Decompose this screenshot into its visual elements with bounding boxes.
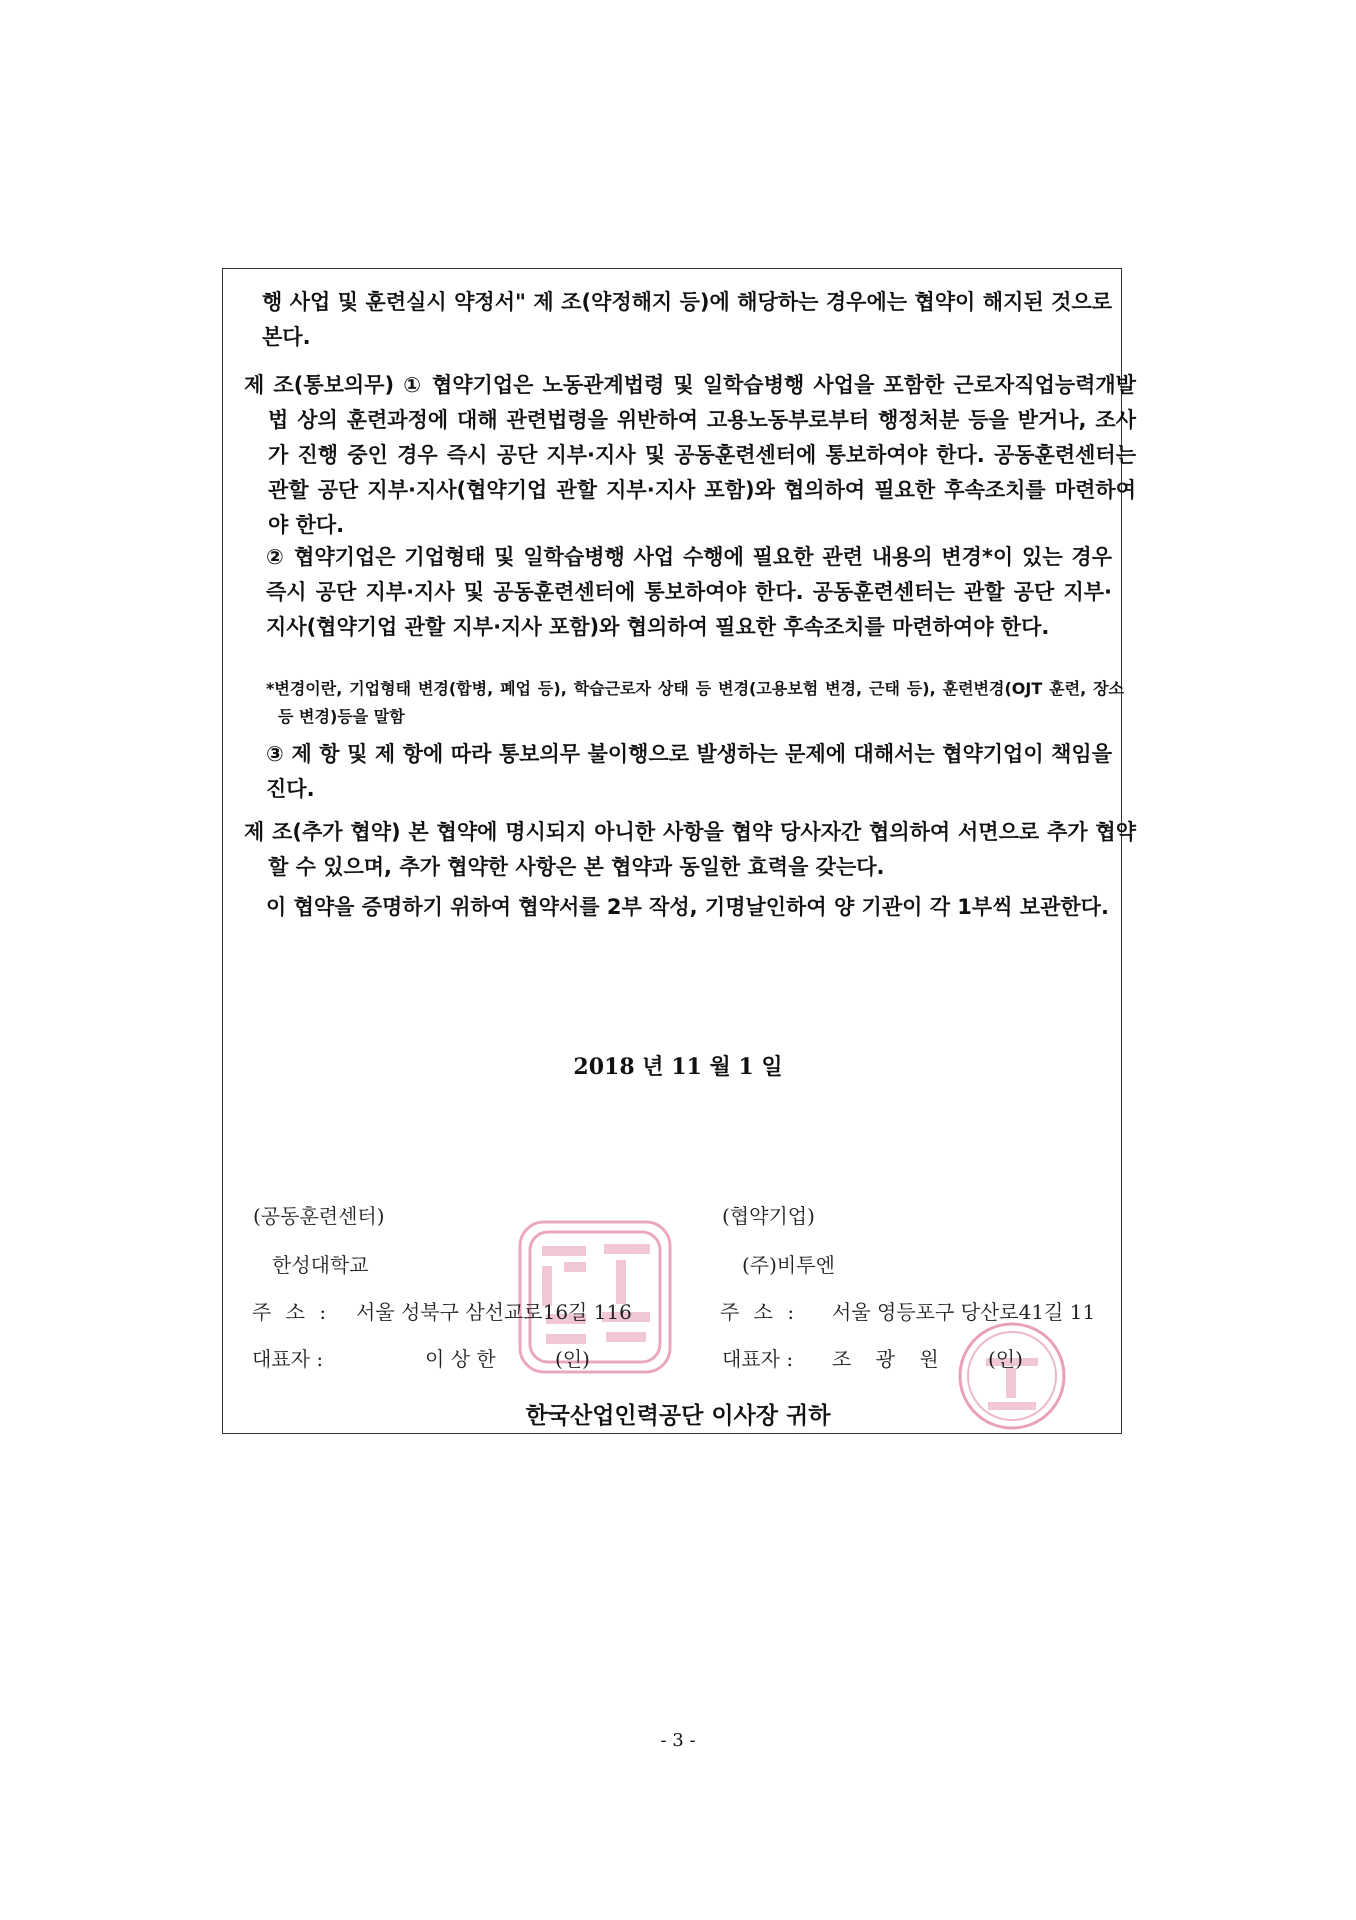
left-seal-mark: (인) [555,1347,590,1371]
left-party-role: (공동훈련센터) [253,1204,385,1228]
left-address: 서울 성북구 삼선교로16길 116 [356,1300,632,1324]
paragraph-closing: 이 협약을 증명하기 위하여 협약서를 2부 작성, 기명날인하여 양 기관이 각 1부씩 보관한다. [266,895,1109,919]
right-rep-label: 대표자 : [722,1347,794,1371]
paragraph-termination: 행 사업 및 훈련실시 약정서" 제 조(약정해지 등)에 해당하는 경우에는 협약이 해지된 것으로 본다. [262,290,1112,349]
right-address-label: 주 소 : [720,1300,795,1324]
page-number: - 3 - [660,1730,696,1751]
paragraph-liability: ③ 제 항 및 제 항에 따라 통보의무 불이행으로 발생하는 문제에 대해서는 협약기업이 책임을 진다. [266,742,1112,801]
right-party-name: (주)비투엔 [742,1253,835,1277]
paragraph-notification-duty: 제 조(통보의무) ① 협약기업은 노동관계법령 및 일학습병행 사업을 포함한 근로자직업능력개발법 상의 훈련과정에 대해 관련법령을 위반하여 고용노동부로부터 행정처분 등을 받거나, 조사가 진행 중인 경우 즉시 공단 지부·지사 및 공동훈련센터에 통보하여야 한다. 공동훈련센터는 관할 공단 지부·지사(협약기업 관할 지부·지사 포함)와 협의하여 필요한 후속조치를 마련하여야 한다. [244,373,1136,537]
left-rep-name: 이 상 한 [425,1347,496,1371]
agreement-date: 2018 년 11 월 1 일 [573,1054,783,1080]
footnote-change-definition: *변경이란, 기업형태 변경(합병, 폐업 등), 학습근로자 상태 등 변경(고용보험 변경, 근태 등), 훈련변경(OJT 훈련, 장소 등 변경)등을 말함 [266,679,1124,726]
right-address: 서울 영등포구 당산로41길 11 [832,1300,1096,1324]
paragraph-change-notice: ② 협약기업은 기업형태 및 일학습병행 사업 수행에 필요한 관련 내용의 변경*이 있는 경우 즉시 공단 지부·지사 및 공동훈련센터에 통보하여야 한다. 공동훈련센터는 관할 공단 지부·지사(협약기업 관할 지부·지사 포함)와 협의하여 필요한 후속조치를 마련하여야 한다. [266,545,1112,639]
left-party-name: 한성대학교 [272,1253,369,1277]
left-address-label: 주 소 : [252,1300,327,1324]
addressee: 한국산업인력공단 이사장 귀하 [525,1403,831,1429]
right-rep-name: 조 광 원 [832,1347,939,1371]
seal-stamp-left [506,1196,686,1386]
left-rep-label: 대표자 : [252,1347,324,1371]
paragraph-additional-agreement: 제 조(추가 협약) 본 협약에 명시되지 아니한 사항을 협약 당사자간 협의하여 서면으로 추가 협약할 수 있으며, 추가 협약한 사항은 본 협약과 동일한 효력을 갖는다. [244,820,1136,879]
right-party-role: (협약기업) [722,1204,815,1228]
right-seal-mark: (인) [988,1347,1023,1371]
